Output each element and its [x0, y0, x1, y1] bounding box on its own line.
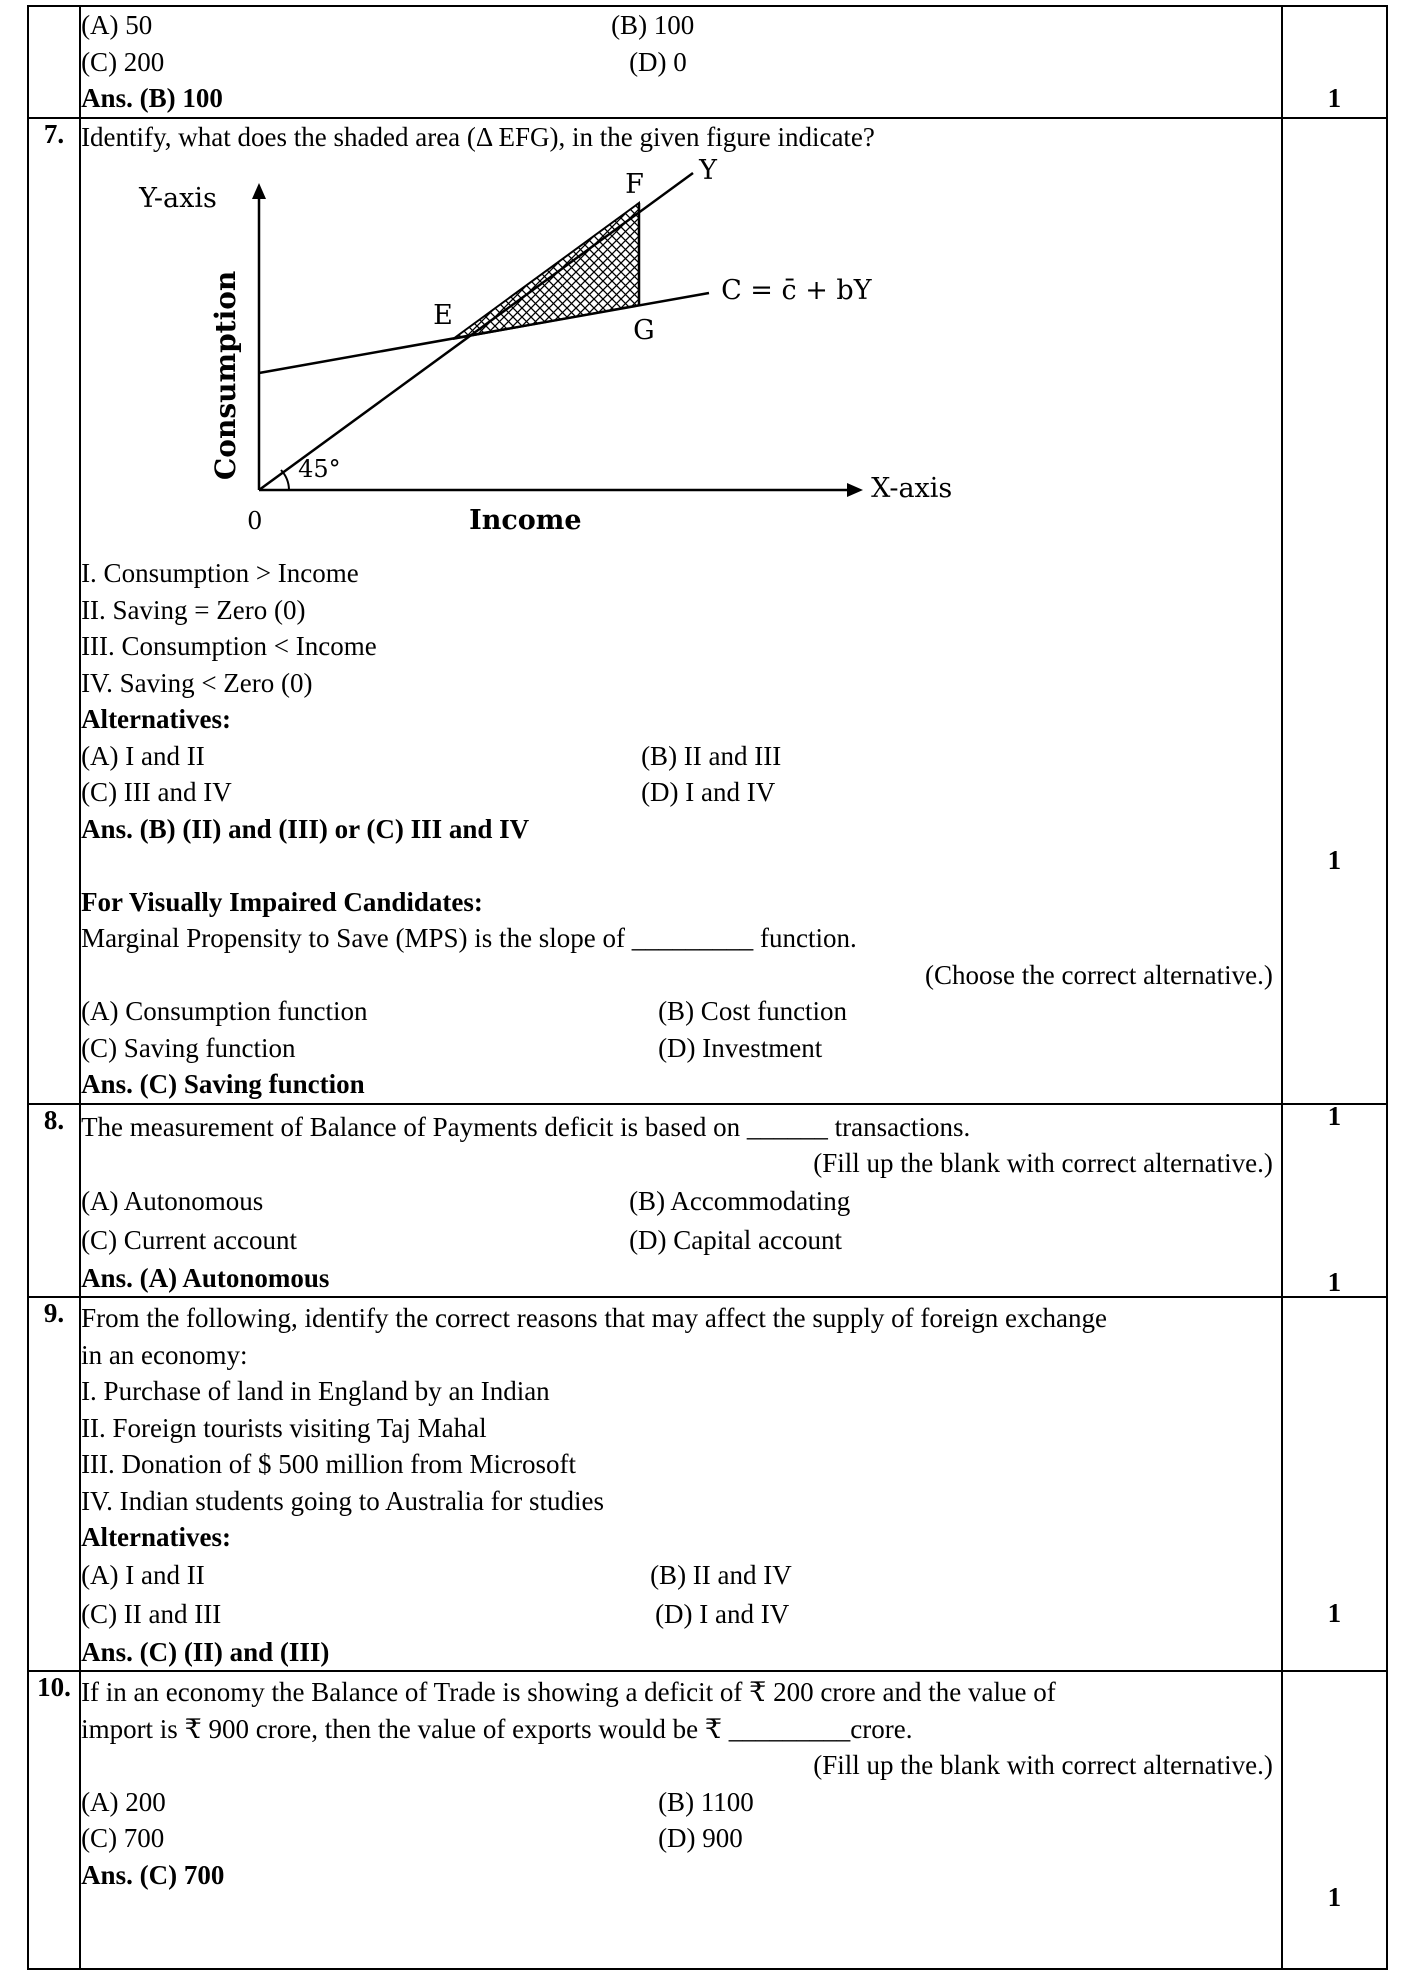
vi-option-d: (D) Investment	[658, 1032, 823, 1063]
point-g-label: G	[633, 315, 655, 346]
statement-3: III. Consumption < Income	[81, 631, 377, 661]
question-content	[80, 1297, 1282, 1671]
statement-3: III. Donation of $ 500 million from Microsoft	[81, 1449, 576, 1479]
option-c: (C) 700	[81, 1823, 165, 1853]
answer: Ans. (B) (II) and (III) or (C) III and IV	[81, 813, 530, 844]
option-d: (D) I and IV	[655, 1598, 790, 1629]
point-e-label: E	[433, 300, 453, 331]
statement-2: II. Foreign tourists visiting Taj Mahal	[81, 1412, 487, 1443]
option-b: (B) 1100	[658, 1786, 754, 1817]
statement-4: IV. Saving < Zero (0)	[81, 667, 313, 698]
option-b: (B) 100	[611, 10, 695, 40]
alternatives-label: Alternatives:	[81, 1522, 232, 1552]
answer: Ans. (A) Autonomous	[81, 1262, 330, 1293]
marks: 1	[1327, 83, 1342, 113]
option-b: (B) II and III	[641, 740, 782, 771]
question-text-line2: in an economy:	[81, 1339, 248, 1370]
question-row-9	[28, 1297, 1387, 1671]
option-c: (C) II and III	[81, 1598, 222, 1629]
y-axis-label: Y-axis	[139, 183, 217, 214]
consumption-figure	[81, 155, 953, 555]
vi-option-c: (C) Saving function	[81, 1032, 296, 1063]
question-row-10	[28, 1671, 1387, 1969]
option-a: (A) I and II	[81, 740, 205, 771]
option-d: (D) 0	[629, 46, 687, 77]
vi-option-a: (A) Consumption function	[81, 996, 368, 1026]
point-f-label: F	[625, 169, 644, 200]
marks-cell	[1282, 6, 1387, 118]
y-axis-title: Consumption	[209, 270, 243, 480]
marks-cell	[1282, 1297, 1387, 1671]
question-row-8	[28, 1104, 1387, 1298]
y-axis-arrow	[252, 183, 266, 199]
option-d: (D) Capital account	[629, 1224, 842, 1255]
origin-label: 0	[247, 507, 263, 535]
answer: Ans. (B) 100	[81, 83, 223, 113]
option-c: (C) III and IV	[81, 777, 232, 807]
statement-2: II. Saving = Zero (0)	[81, 594, 306, 625]
option-b: (B) Accommodating	[629, 1185, 851, 1216]
question-content	[80, 118, 1282, 1104]
line-y-label: Y	[699, 155, 717, 186]
x-axis-arrow	[847, 483, 863, 497]
question-text-line1: From the following, identify the correct reasons that may affect the supply of foreign exchange	[81, 1303, 1107, 1333]
question-content	[80, 6, 1282, 118]
consumption-equation: C = c̄ + bY	[721, 275, 872, 306]
question-text-line1: If in an economy the Balance of Trade is showing a deficit of ₹ 200 crore and the value of	[81, 1677, 1056, 1707]
question-number: 9.	[28, 1297, 80, 1671]
answer: Ans. (C) (II) and (III)	[81, 1636, 330, 1667]
x-axis-label: X-axis	[871, 473, 953, 504]
question-content	[80, 1671, 1282, 1969]
question-number: 7.	[28, 118, 80, 1104]
option-a: (A) 200	[81, 1786, 166, 1817]
question-number	[28, 6, 80, 118]
question-row-7	[28, 118, 1387, 1104]
instruction: (Fill up the blank with correct alternative.)	[813, 1750, 1273, 1780]
option-b: (B) II and IV	[650, 1559, 792, 1590]
x-axis-title: Income	[469, 505, 582, 536]
option-d: (D) 900	[658, 1823, 743, 1853]
shaded-area-efg	[453, 203, 639, 339]
option-a: (A) I and II	[81, 1559, 205, 1590]
statement-4: IV. Indian students going to Australia for studies	[81, 1485, 605, 1516]
option-c: (C) Current account	[81, 1224, 297, 1255]
statement-1: I. Consumption > Income	[81, 558, 359, 588]
marks: 1	[1327, 1598, 1342, 1628]
marks: 1	[1327, 844, 1342, 875]
question-number: 8.	[28, 1104, 80, 1298]
marks-vi: 1	[1327, 1100, 1342, 1131]
question-content	[80, 1104, 1282, 1298]
angle-label: 45°	[298, 455, 341, 483]
option-d: (D) I and IV	[641, 777, 776, 807]
answer: Ans. (C) 700	[81, 1859, 225, 1890]
marks-cell	[1282, 118, 1387, 1131]
marks: 1	[1327, 1266, 1342, 1297]
marks-cell	[1282, 1671, 1387, 1969]
vi-instruction: (Choose the correct alternative.)	[924, 959, 1273, 990]
alternatives-label: Alternatives:	[81, 704, 232, 734]
instruction: (Fill up the blank with correct alternative.)	[813, 1148, 1273, 1178]
vi-question: Marginal Propensity to Save (MPS) is the slope of _________ function.	[81, 923, 857, 953]
question-text: Identify, what does the shaded area (Δ EFG), in the given figure indicate?	[81, 121, 875, 152]
option-a: (A) Autonomous	[81, 1185, 264, 1216]
question-text: The measurement of Balance of Payments deficit is based on ______ transactions.	[81, 1111, 971, 1142]
marks-cell	[1282, 1104, 1387, 1298]
question-table	[27, 5, 1388, 1970]
statement-1: I. Purchase of land in England by an Indian	[81, 1376, 550, 1406]
question-text-line2: import is ₹ 900 crore, then the value of exports would be ₹ _________crore.	[81, 1713, 913, 1744]
question-number: 10.	[28, 1671, 80, 1969]
question-row-6	[28, 6, 1387, 118]
vi-heading: For Visually Impaired Candidates:	[81, 886, 483, 917]
option-a: (A) 50	[81, 10, 153, 40]
option-c: (C) 200	[81, 46, 165, 77]
vi-option-b: (B) Cost function	[658, 996, 848, 1026]
vi-answer: Ans. (C) Saving function	[81, 1069, 365, 1099]
marks: 1	[1327, 1882, 1342, 1912]
